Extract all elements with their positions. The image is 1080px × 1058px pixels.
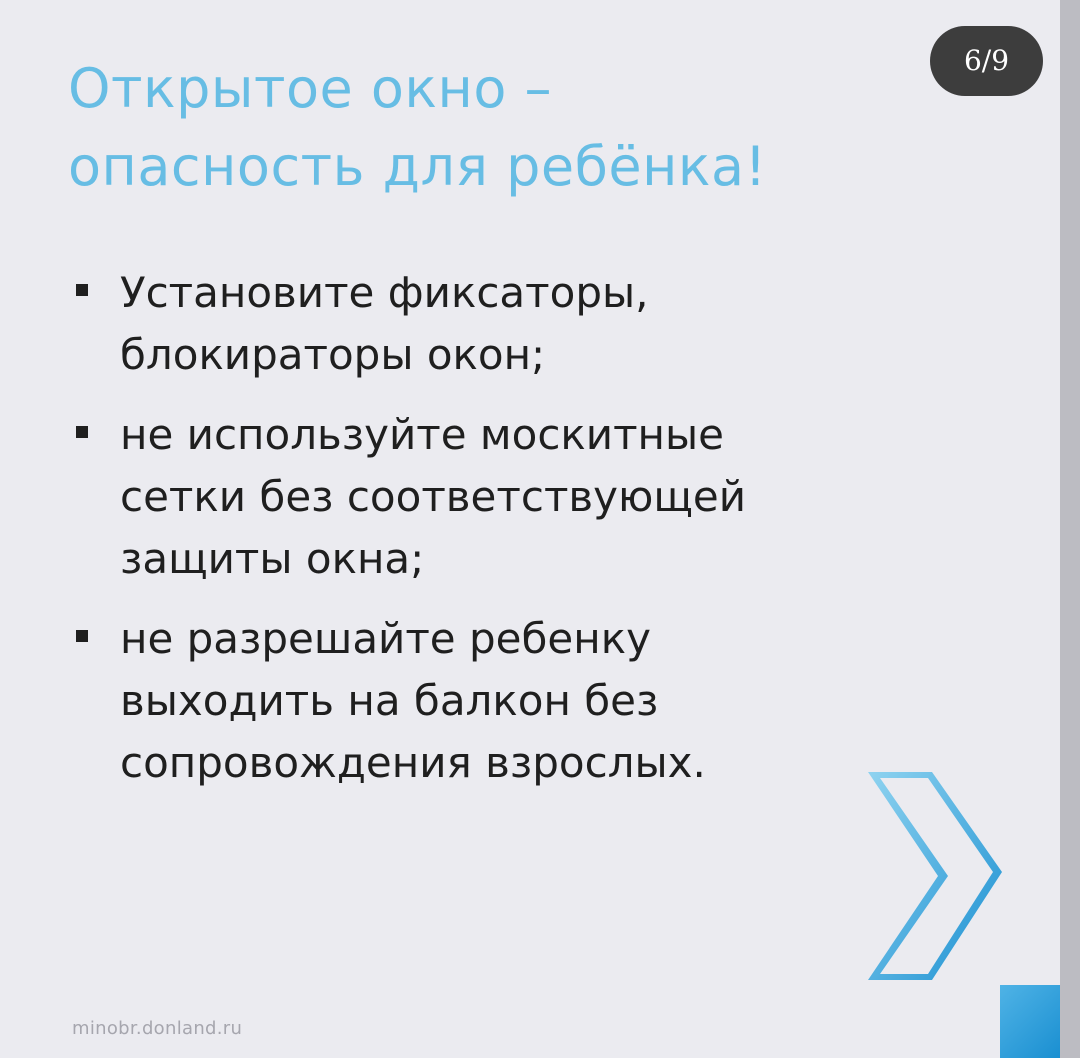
- screen-edge-strip: [1060, 0, 1080, 1058]
- bullet-text-line: не используйте москитные: [120, 410, 724, 459]
- square-bullet-icon: [76, 426, 88, 438]
- bullet-text-line: защиты окна;: [120, 534, 425, 583]
- footer-site-url: minobr.donland.ru: [72, 1018, 243, 1039]
- bullet-list: [70, 262, 970, 812]
- bullet-item: [70, 262, 970, 386]
- chevron-right-icon: [858, 770, 1008, 984]
- bullet-text-line: сетки без соответствующей: [120, 472, 747, 521]
- bullet-item: [70, 608, 970, 794]
- bullet-text-line: Установите фиксаторы,: [120, 268, 649, 317]
- bullet-text-line: не разрешайте ребенку: [120, 614, 651, 663]
- slide-title-line-1: Открытое окно –: [68, 57, 553, 120]
- slide-title-line-2: опасность для ребёнка!: [68, 135, 767, 198]
- bullet-item: [70, 404, 970, 590]
- slide-counter-badge: 6/9: [930, 26, 1043, 96]
- slide-title: [68, 50, 928, 206]
- bullet-text-line: выходить на балкон без: [120, 676, 659, 725]
- bullet-text-line: сопровождения взрослых.: [120, 738, 706, 787]
- square-bullet-icon: [76, 630, 88, 642]
- square-bullet-icon: [76, 284, 88, 296]
- bullet-text-line: блокираторы окон;: [120, 330, 546, 379]
- corner-accent-block: [1000, 985, 1060, 1058]
